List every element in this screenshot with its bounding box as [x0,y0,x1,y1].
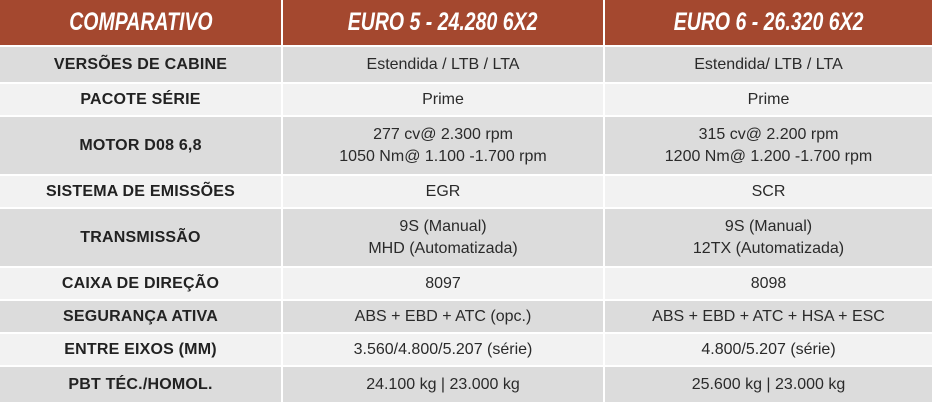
euro6-cell [605,117,932,176]
euro5-cell-line: 1050 Nm@ 1.100 -1.700 rpm [339,147,547,165]
euro5-cell [283,117,605,176]
euro5-cell [283,334,605,367]
euro5-cell [283,84,605,117]
row-label: SISTEMA DE EMISSÕES [0,176,283,209]
euro5-cell [283,47,605,84]
header-comparativo [0,0,283,47]
euro5-cell-line: Prime [422,90,464,108]
table-row [0,117,932,176]
euro5-cell-line: EGR [425,182,461,200]
header-row [0,0,932,47]
euro5-cell-line: MHD (Automatizada) [368,239,518,257]
euro6-cell-line: 4.800/5.207 (série) [701,340,836,358]
euro5-cell [283,367,605,404]
euro6-cell-line: 12TX (Automatizada) [692,239,845,257]
row-label: ENTRE EIXOS (MM) [0,334,283,367]
euro6-cell-line: 9S (Manual) [724,217,813,235]
euro5-cell-line: 3.560/4.800/5.207 (série) [353,340,533,358]
euro6-cell-line: 315 cv@ 2.200 rpm [698,125,839,143]
row-label: SEGURANÇA ATIVA [0,301,283,334]
euro5-cell-line: 9S (Manual) [399,217,487,235]
euro5-cell [283,209,605,268]
row-label: VERSÕES DE CABINE [0,47,283,84]
euro6-cell [605,84,932,117]
table-row [0,47,932,84]
header-euro5 [283,0,605,47]
table-row [0,301,932,334]
row-label: MOTOR D08 6,8 [0,117,283,176]
header-euro5-label: EURO 5 - 24.280 6X2 [348,8,538,36]
euro5-cell [283,176,605,209]
row-label: TRANSMISSÃO [0,209,283,268]
euro6-cell-line: Prime [747,90,790,108]
euro5-cell-line: Estendida / LTB / LTA [366,55,520,73]
euro6-cell [605,268,932,301]
table-row [0,334,932,367]
euro5-cell-line: ABS + EBD + ATC (opc.) [354,307,532,325]
euro6-cell [605,367,932,404]
table-body [0,47,932,404]
row-label: PBT TÉC./HOMOL. [0,367,283,404]
euro6-cell-line: 1200 Nm@ 1.200 -1.700 rpm [664,147,873,165]
euro6-cell [605,47,932,84]
euro5-cell-line: 8097 [425,274,461,292]
euro6-cell [605,334,932,367]
header-euro6-label: EURO 6 - 26.320 6X2 [673,8,864,36]
row-label: PACOTE SÉRIE [0,84,283,117]
euro6-cell [605,301,932,334]
table-row [0,209,932,268]
euro5-cell [283,268,605,301]
euro6-cell-line: ABS + EBD + ATC + HSA + ESC [652,307,885,325]
table-row [0,84,932,117]
table-row [0,268,932,301]
table-row [0,367,932,404]
table-header [0,0,932,47]
row-label: CAIXA DE DIREÇÃO [0,268,283,301]
euro5-cell-line: 277 cv@ 2.300 rpm [373,125,513,143]
header-euro6 [605,0,932,47]
table-row [0,176,932,209]
euro6-cell-line: 25.600 kg | 23.000 kg [691,375,846,393]
euro6-cell-line: Estendida/ LTB / LTA [694,55,843,73]
euro6-cell [605,176,932,209]
header-comparativo-label: COMPARATIVO [68,8,213,36]
euro5-cell-line: 24.100 kg | 23.000 kg [366,375,520,393]
euro6-cell [605,209,932,268]
euro6-cell-line: 8098 [750,274,787,292]
euro6-cell-line: SCR [751,182,786,200]
euro5-cell [283,301,605,334]
